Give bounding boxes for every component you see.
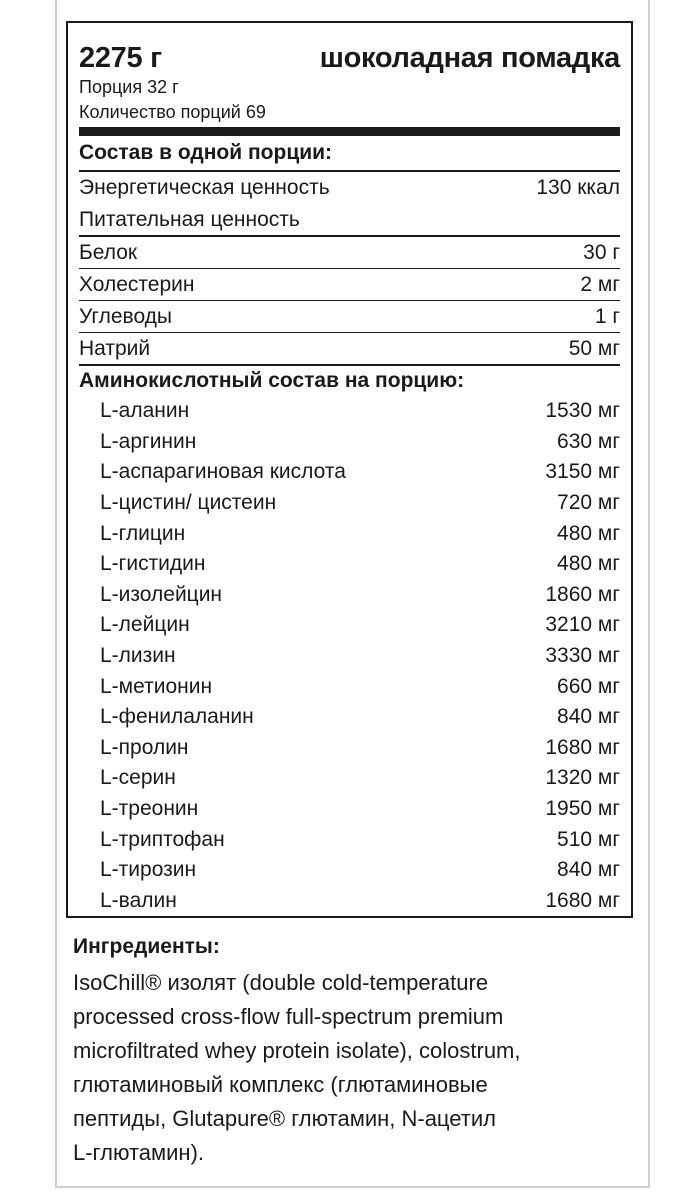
energy-label: Энергетическая ценность [79, 176, 330, 199]
amino-label: L-серин [100, 766, 176, 790]
amino-value: 1530 мг [545, 399, 620, 423]
amino-value: 3330 мг [545, 644, 620, 668]
amino-value: 660 мг [557, 674, 620, 698]
amino-label: L-треонин [100, 797, 199, 821]
nutrient-label: Белок [79, 240, 138, 264]
per-serving-title: Состав в одной порции: [79, 141, 333, 164]
ingredients-text [73, 966, 618, 1170]
amino-label: L-аланин [100, 399, 190, 423]
amino-value: 510 мг [557, 827, 620, 851]
amino-row [79, 427, 620, 458]
nutrient-row [79, 269, 620, 300]
amino-label: L-глицин [100, 521, 186, 545]
amino-value: 480 мг [557, 521, 620, 545]
amino-row [79, 396, 620, 427]
amino-value: 3210 мг [545, 613, 620, 637]
amino-label: L-гистидин [100, 552, 206, 576]
amino-row [79, 763, 620, 794]
amino-row [79, 855, 620, 886]
amino-label: L-тирозин [100, 858, 197, 882]
amino-label: L-аспарагиновая кислота [100, 460, 346, 484]
amino-row [79, 488, 620, 519]
serving-size: Порция 32 г [79, 77, 179, 97]
ingredients-line: L-глютамин). [73, 1140, 205, 1165]
flavor-name: шоколадная помадка [319, 42, 620, 74]
amino-row [79, 824, 620, 855]
amino-row [79, 671, 620, 702]
ingredients-line: IsoChill® изолят (double cold-temperature [73, 970, 489, 995]
amino-row [79, 580, 620, 611]
amino-label: L-лейцин [100, 613, 190, 637]
nutrient-value: 2 мг [580, 272, 620, 296]
ingredients-line: microfiltrated whey protein isolate), colostrum, [73, 1038, 521, 1063]
thick-divider [79, 127, 620, 136]
ingredients-line: пептиды, Glutapure® глютамин, N-ацетил [73, 1106, 496, 1131]
amino-value: 840 мг [557, 858, 620, 882]
amino-value: 840 мг [557, 705, 620, 729]
amino-row [79, 794, 620, 825]
amino-value: 630 мг [557, 429, 620, 453]
amino-label: L-триптофан [100, 827, 225, 851]
amino-row [79, 886, 620, 917]
nutrient-row [79, 237, 620, 268]
amino-row [79, 733, 620, 764]
amino-row [79, 702, 620, 733]
nutrient-value: 30 г [583, 240, 620, 264]
energy-value: 130 ккал [536, 176, 620, 199]
package-weight: 2275 г [79, 42, 162, 74]
amino-row [79, 549, 620, 580]
amino-value: 720 мг [557, 491, 620, 515]
nutrient-label: Натрий [79, 336, 151, 360]
amino-label: L-пролин [100, 735, 189, 759]
amino-label: L-лизин [100, 644, 176, 668]
amino-value: 1680 мг [545, 735, 620, 759]
nutrient-row [79, 301, 620, 332]
nutrient-label: Холестерин [79, 272, 195, 296]
amino-value: 1950 мг [545, 797, 620, 821]
amino-row [79, 518, 620, 549]
amino-value: 1320 мг [545, 766, 620, 790]
nutrient-value: 50 мг [568, 336, 620, 360]
amino-value: 1680 мг [545, 888, 620, 912]
amino-acid-title: Аминокислотный состав на порцию: [79, 369, 465, 392]
nutrient-value: 1 г [594, 304, 620, 328]
amino-label: L-цистин/ цистеин [100, 491, 277, 515]
ingredients-title: Ингредиенты: [73, 935, 220, 958]
nutrition-facts-panel [66, 21, 633, 918]
amino-row [79, 610, 620, 641]
nutrient-label: Углеводы [79, 304, 173, 328]
ingredients-line: processed cross-flow full-spectrum premium [73, 1004, 504, 1029]
amino-value: 1860 мг [545, 582, 620, 606]
energy-row [79, 172, 620, 204]
amino-label: L-аргинин [100, 429, 197, 453]
ingredients-line: глютаминовый комплекс (глютаминовые [73, 1072, 488, 1097]
amino-label: L-фенилаланин [100, 705, 254, 729]
product-header [79, 23, 620, 75]
amino-label: L-валин [100, 888, 177, 912]
amino-row [79, 641, 620, 672]
nutrient-row [79, 333, 620, 364]
servings-count: Количество порций 69 [79, 102, 266, 122]
amino-label: L-изолейцин [100, 582, 223, 606]
nutritional-value-row [79, 204, 620, 235]
amino-value: 3150 мг [545, 460, 620, 484]
amino-label: L-метионин [100, 674, 213, 698]
amino-value: 480 мг [557, 552, 620, 576]
nutritional-label: Питательная ценность [79, 207, 300, 231]
amino-row [79, 457, 620, 488]
ingredients-section [73, 930, 618, 1170]
